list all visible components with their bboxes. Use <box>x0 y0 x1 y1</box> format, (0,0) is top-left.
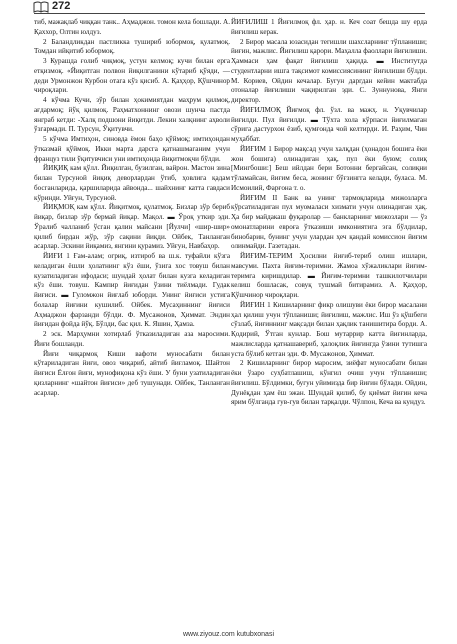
dictionary-paragraph: 2 Кишиларнинг бирор маросим, зиёфат муносабати билан ёки ўзаро суҳбатлашиш, кўнгил очиш учун тўпланиши; йиғилиш. Бўлдимки, бугун уйимизда бир йиғин бўлади. Ойдин, Дунёқдан ҳам ёш эжан. Шундай қилиб, бу қиёмат йиғин кеча ярим бўлганда гув-гув билан тарқалди. Чўлпон, Кеча ва кундуз. <box>231 359 427 407</box>
dictionary-paragraph: 3 Курашда ғолиб чиқмоқ, устун келмоқ; кучи билан ерга етқизмоқ. «Йиқитган полвон йиқилганини кўтариб қўяди, — деди Урмонжон Курбон отага кўз қисиб. А. Қаҳҳор, Қўшчинор чироқлари. <box>34 57 230 95</box>
dictionary-paragraph: тиб, мажақлаб чиққан танк.. Аҳмаджон. томон кела бошлади. А. Қаххор, Олтин юлдуз. <box>34 18 230 36</box>
dictionary-paragraph: ЙИҒИМ-ТЕРИМ Ҳосилни йиғиб-териб олиш ишлари, мавсуми. Пахта йиғим-теримни. Жамоа хўжаликлари йиғим-теримга киришдилар. ▬ Йиғим-теримни ташкилотчилари келиш бошласак, совуқ тушмай битирамиз. А. Қаҳҳор, Қўшчинор чироқлари. <box>231 252 427 299</box>
left-column <box>34 18 230 398</box>
page-number: 272 <box>52 0 71 12</box>
dictionary-paragraph: ЙИҒИН 1 Кишиларнинг фикр олишуви ёки бирор масалани ҳал қилиш учун тўпланиши; йиғилиш, мажлис. Иш ўз қўшбеги сўзлаб, йиғиннинг мақсади билан ҳақлик танишитира борди. А. Қодирий, Ўтган кунлар. Бош мутаррир катта йиғинларда, мажлисларда қатнашавериб, ҳалоқлик йиғингда ўзини тутишга устa бўлиб кетган эди. Ф. Мусажонов, Ҳиммат. <box>231 300 427 358</box>
open-book-icon <box>33 1 49 13</box>
footer-url: www.ziyouz.com kutubxonasi <box>182 631 275 638</box>
dictionary-paragraph: ЙИҒИЛИШ 1 Йиғилмоқ фл. ҳар. н. Кеч соат бешда шу ерда йиғилиш керак. <box>231 18 427 36</box>
dictionary-paragraph: ЙИҒИ 1 Ғам-алам; огриқ, изтироб ва ш.к. туфайли кўзга келадиган ёшли ҳолатнинг кўз ёши, ўзига хос товуш билан кузатиладиган ифодаси; шундай ҳолат билан кузга келадиган кўз ёши. товуш. Кампир йиғидан ўзини тиёлмади. Гудак йиғиси. ▬ Гуломжон йиғлаб юборди. Унинг йиғиси устига болалар йиғини кушилиб. Ойбек. Мусаҳиннинг йиғиси Аҳмаджон фарзанди бўлди. Ф. Мусажонов, Ҳиммат. Эндин йиғидан фойда йўқ. Бўлди, бас қил. К. Яшин, Ҳамза. <box>34 252 230 329</box>
dictionary-paragraph: ЙИҒИМ 1 Бирор мақсад учун халқдан (ҳонадон бошига ёки жон бошига) олинадиган ҳақ, пул ёки буюм; солиқ [Мингбоши:] Беш ийлдан бери Ботонни бергайсан, солиқни тўламайсан, йиғим беса, жонинг бўғзингга келади, буласа. М. Исмоилий, Фарғона т. о. <box>231 144 427 192</box>
dictionary-paragraph: 2 Баландликдан пастликка тушириб юбормоқ, қулатмоқ. Томдан ийқитиб юбормоқ. <box>34 37 230 56</box>
dictionary-paragraph: 2 Бирор масала юзасидан тегишли шахсларнинг тўпланиши; йиғин, мажлис. Йиғилиш қарори. Маҳалла фаоллари йиғилиши. Ҳаммаси ҳам фақат йиғилиш ҳақида. ▬ Институтда студентларни ишга тақсимот комиссиясининг йиғилиши бўлди. М. Кориев, Ойдин кечалар. Бугун даргдан кейин мактабда отоналар йиғилиши чақирилган эди. С. Зуннунова, Янги директор. <box>231 37 427 104</box>
dictionary-paragraph: ЙИҒИЛМОҚ Йиғмоқ фл. ўзл. ва мажҳ. н. Уқувчилар йиғилди. Пул йиғилди. ▬ Тўхта хола кўрпаси йиғилмаган сўрига дастурхон ёзиб, қумғонда чой келтирди. И. Раҳим, Чин муҳаббат. <box>231 105 427 143</box>
dictionary-paragraph: ЙИҒИМ II Банк ва унинг тармоқларида мижозларга кўрсатиладиган пул муомаласи хизмати учун олинадиган ҳақ. Ҳа бир майдакаш фуқаролар — банкларнинг мижозлари — ўз омонатларини евроға ўтказиши имкониятига эга бўлдилар, бинобарин, бунинг учун улардан ҳеч қандай комиссион йиғим олинмайди. Газетадан. <box>231 193 427 251</box>
right-column <box>231 18 427 408</box>
dictionary-paragraph: 4 кўчма Кучи, зўр билан ҳокимиятдан маҳрум қилмоқ, ағдармоқ; йўқ қилмоқ. Раҳматхоннинг овози шунча пастда янграб кетди: -Халқ подшони йиқитди. Лекин халқнинг аҳволи ўзгармади. П. Турсун, Ўқитувчи. <box>34 96 230 134</box>
header-rule <box>34 13 425 14</box>
dictionary-paragraph: ЙИҚМОҚ кам қўлл. Йиқитмоқ, қулатмоқ. Бизлар зўр бериб йиқар, бизлар зўр бермай йиқар. Мақол. ▬ Ўроқ уткир эди. Ўралиб чалланиб ўсган қалин майсани [Йулчи] «шир-шир» қилиб бирдан жўр, зўр сақини йиқди. Ойбек, Танланган асарлар. Эскини йиқамиз, янгини қурамиз. Уйғун, Навбаҳор. <box>34 203 230 251</box>
dictionary-paragraph: 5 кўчма Имтиҳон, синовда ёмон баҳо қўймоқ; имтиҳондан ўтказмай қўймоқ. Икки марта дарсга қатнашмаганим учун француз тили ўқитувчиси уни имтиҳонда йиқитмоқчи бўлди. <box>34 135 230 163</box>
dictionary-paragraph: Йиғи чиқармоқ Киши вафоти муносабати билан кўтариладиган йиғи, овоз чиқариб, айтиб йиғламоқ. Шайтон йиғиси Ёлғон йиғи, мунофиқона кўз ёши. У буни узатиладиган қизларнинг «шайтон йиғиси» деб тушунади. Ойбек, Танланган асарлар. <box>34 349 230 397</box>
dictionary-paragraph: ЙИҚИҚ кам қўлл. Йиқилган, бузилган, вайрон. Мастон зина билан Турсуной йиқиқ деворлардан ўтиб, ҳовлига қадам босганларида, қаршиларида айвонда... шайхнинг катта гавдаси кўринди. Уйғун, Турсуной. <box>34 164 230 202</box>
dictionary-paragraph: 2 эск. Марҳумни хотирлаб ўтказиладиган аза маросими. Йиғи бошланди. <box>34 330 230 348</box>
